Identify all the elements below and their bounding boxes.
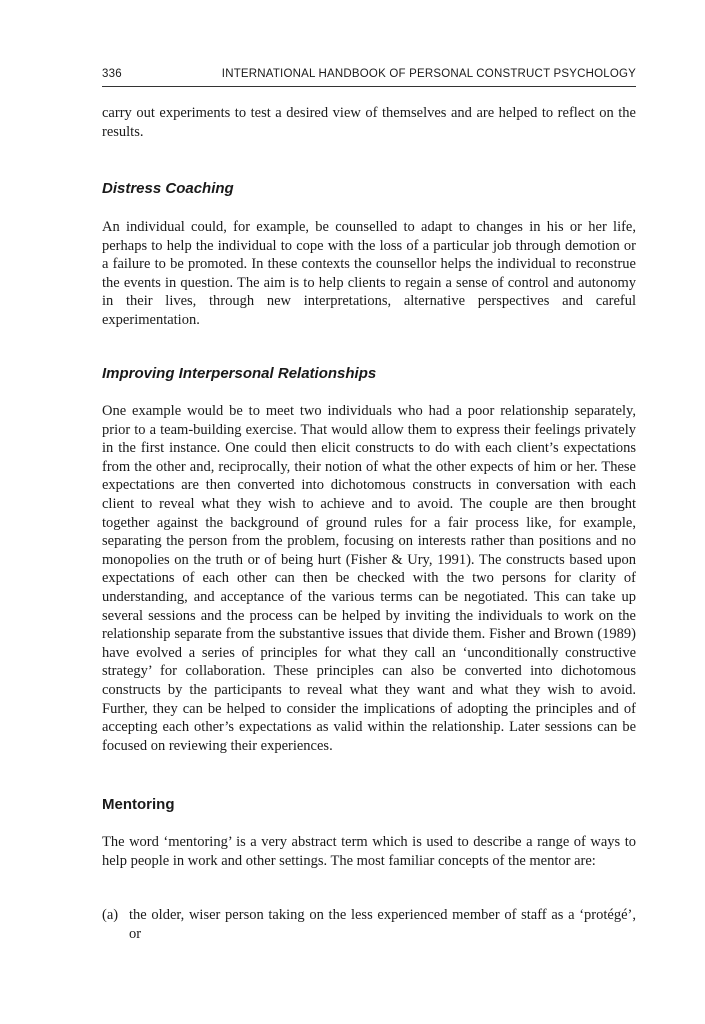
list-item-text: the older, wiser person taking on the less experienced member of staff as a ‘protégé’, or	[129, 907, 636, 942]
paragraph-distress-coaching: An individual could, for example, be counselled to adapt to changes in his or her life, perhaps to help the individual to cope with the loss of a particular job through demotion or a failure to be promoted. In these contexts the counsellor helps the individual to reconstrue the events in question. The aim is to help clients to regain a sense of control and autonomy in their lives, through new interpretations, alternative perspectives and careful experimentation.	[102, 219, 636, 328]
paragraph-interpersonal-relationships: One example would be to meet two individuals who had a poor relationship separately, prior to a team-building exercise. That would allow them to express their feelings privately in the first instance. One could then elicit constructs to do with each client’s expectations from the other and, reciprocally, their notion of what the other expects of him or her. These expectations are then converted into dichotomous constructs in conversation with each client to reveal what they wish to achieve and to avoid. The couple are then brought together against the background of ground rules for a fair process like, for example, separating the person from the problem, focusing on interests rather than positions and no monopolies on the truth or of being hurt (Fisher & Ury, 1991). The constructs based upon expectations of each other can then be checked with the two persons for clarity of understanding, and acceptance of the various terms can be negotiated. This can take up several sessions and the process can be helped by inviting the individuals to work on the relationship separate from the substantive issues that divide them. Fisher and Brown (1989) have evolved a series of principles for what they call an ‘unconditionally constructive strategy’ for collaboration. These principles can also be converted into dichotomous constructs by the participants to reveal what they want and what they wish to avoid. Further, they can be helped to consider the implications of adopting the principles and of accepting each other’s expectations as valid within the relationship. Later sessions can be focused on reviewing their experiences.	[102, 403, 636, 754]
paragraph-mentoring: The word ‘mentoring’ is a very abstract term which is used to describe a range of ways to help people in work and other settings. The most familiar concepts of the mentor are:	[102, 834, 636, 869]
running-title: INTERNATIONAL HANDBOOK OF PERSONAL CONSTRUCT PSYCHOLOGY	[221, 68, 636, 80]
running-header	[102, 68, 636, 86]
heading-interpersonal-relationships: Improving Interpersonal Relationships	[102, 365, 377, 382]
intro-paragraph: carry out experiments to test a desired view of themselves and are helped to reflect on the results.	[102, 105, 636, 140]
heading-distress-coaching: Distress Coaching	[102, 180, 234, 197]
list-item-label: (a)	[102, 907, 119, 923]
page-number: 336	[102, 68, 122, 80]
header-rule	[102, 86, 636, 87]
heading-mentoring: Mentoring	[102, 796, 175, 813]
